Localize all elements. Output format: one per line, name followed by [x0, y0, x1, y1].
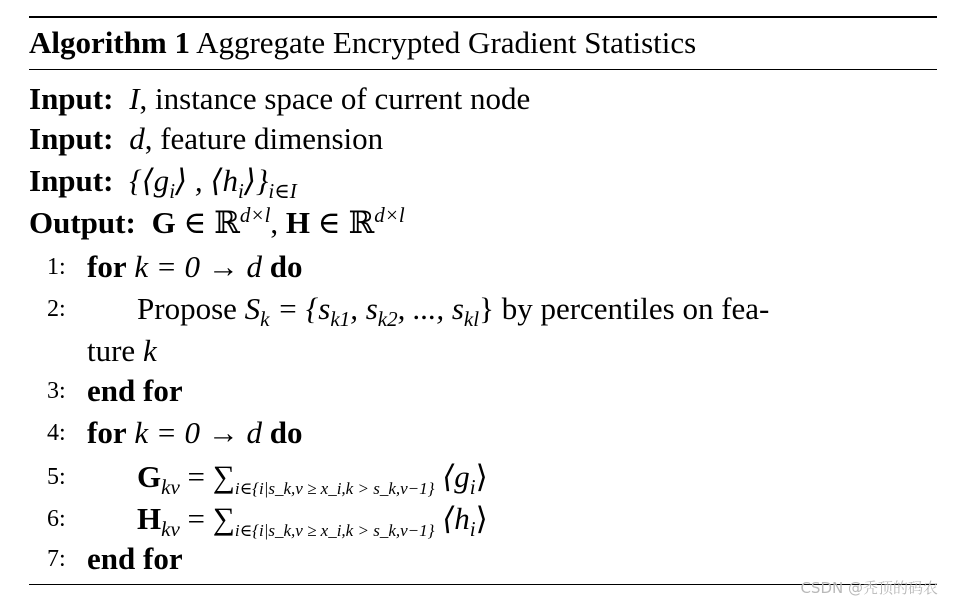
- output-keyword: Output:: [29, 205, 136, 240]
- watermark: CSDN @秃顶的码农: [800, 579, 938, 597]
- input-symbol: I: [129, 81, 140, 116]
- input-expression: {$⟨g_i⟩$ , $⟨h_i⟩\}_{i\in I}$: [129, 163, 297, 203]
- algorithm-title: [29, 24, 696, 62]
- input-symbol: d: [129, 121, 145, 156]
- output-expression: G ∈ ℝ$^{d\times l}$, H ∈ ℝ$^{d\times l}$: [151, 203, 405, 240]
- algorithm-name: Aggregate Encrypted Gradient Statistics: [196, 25, 697, 60]
- line-number: 7:: [47, 546, 66, 572]
- line-number: 6:: [47, 506, 66, 532]
- input-line-2: [29, 120, 383, 158]
- input-keyword: Input:: [29, 163, 114, 198]
- line-number: 1:: [47, 254, 66, 280]
- algorithm-label: Algorithm 1: [29, 25, 191, 60]
- input-description: , instance space of current node: [139, 81, 531, 116]
- input-description: , feature dimension: [144, 121, 384, 156]
- header-rule: [29, 69, 937, 70]
- line-number: 2:: [47, 296, 66, 322]
- input-keyword: Input:: [29, 81, 114, 116]
- top-rule: [29, 16, 937, 18]
- line-number: 4:: [47, 420, 66, 446]
- line-number: 5:: [47, 464, 66, 490]
- input-line-3: [29, 162, 297, 203]
- output-line: [29, 204, 405, 242]
- input-keyword: Input:: [29, 121, 114, 156]
- line-number: 3:: [47, 378, 66, 404]
- input-line-1: [29, 80, 530, 118]
